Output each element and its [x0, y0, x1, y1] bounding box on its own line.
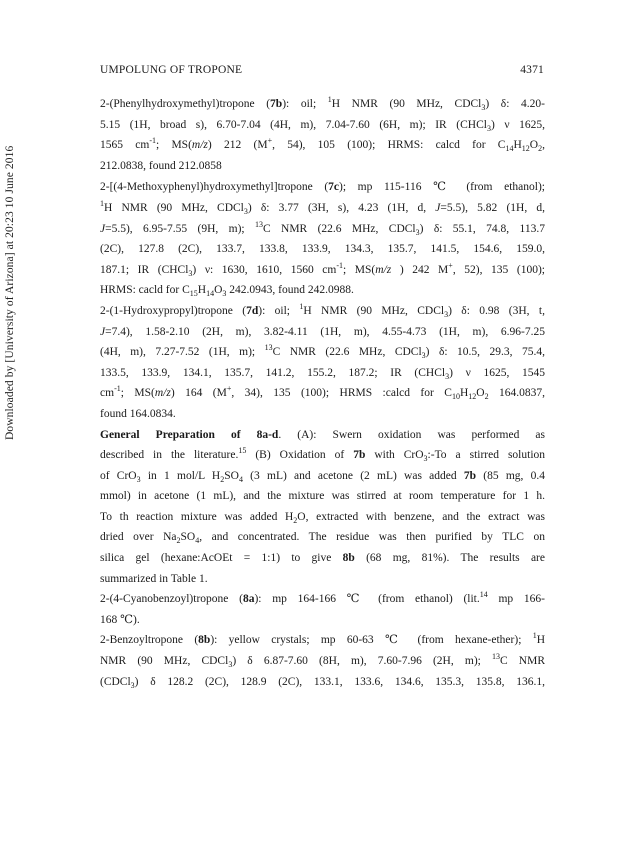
article-body: [100, 94, 545, 692]
page-number: 4371: [520, 64, 544, 76]
compound-7b-data: 2-(Phenylhydroxymethyl)tropone (7b): oil; $^1$H NMR (90 MHz, CDCl$_3$) δ: 4.20- 5.15 (1H, broad s), 6.70-7.04 (4H, m), 7.04-7.60 (6H, m); IR (CHCl$_3$) ν 1625, 1565 $cm^{-1}$; MS(m/z) 212 (M+, 54), 105 (100); HRMS: calcd for $C_{14}H_{12}O_2$, 212.0838, found 212.0858: [100, 95, 545, 172]
compound-8a-data: 2-(4-Cyanobenzoyl)tropone (8a): mp 164-166 ℃ (from ethanol) (lit.$^{14}$ mp 166- 168 ℃).: [100, 590, 545, 626]
running-header: [100, 64, 544, 76]
download-watermark: Downloaded by [University of Arizona] at 20:23 10 June 2016: [4, 145, 16, 440]
compound-7c-data: 2-[(4-Methoxyphenyl)hydroxymethyl]tropone (7c); mp 115-116 ℃ (from ethanol); $^1$H NMR (90 MHz, CDCl$_3$) δ: 3.77 (3H, s), 4.23 (1H, d, J=5.5), 5.82 (1H, d, J=5.5), 6.95-7.55 (9H, m); $^{13}$C NMR (22.6 MHz, CDCl$_3$) δ: 55.1, 74.8, 113.7 (2C), 127.8 (2C), 133.7, 133.8, 133.9, 134.3, 135.7, 141.5, 154.6, 159.0, 187.1; IR (CHCl$_3$) ν: 1630, 1610, 1560 $cm^{-1}$; MS(m/z ) 242 M+, 52), 135 (100); HRMS: cacld for $C_{15}H_{14}O_3$ 242.0943, found 242.0988.: [100, 181, 545, 299]
compound-8b-data: 2-Benzoyltropone (8b): yellow crystals; mp 60-63 ℃ (from hexane-ether); $^1$H NMR (90 MHz, CDCl$_3$) δ 6.87-7.60 (8H, m), 7.60-7.96 (2H, m); $^{13}$C NMR (CDCl$_3$) δ 128.2 (2C), 128.9 (2C), 133.1, 133.6, 134.6, 135.3, 135.8, 136.1,: [100, 631, 545, 690]
running-title: UMPOLUNG OF TROPONE: [100, 64, 243, 76]
general-preparation-8a-d: General Preparation of 8a-d. (A): Swern oxidation was performed as described in the literature.$^{15}$ (B) Oxidation of 7b with CrO$_3$:-To a stirred solution of CrO$_3$ in 1 mol/L $H_2SO_4$ (3 mL) and acetone (2 mL) was added 7b (85 mg, 0.4 mmol) in acetone (1 mL), and the mixture was stirred at room temperature for 1 h. To th reaction mixture was added $H_2O$, extracted with benzene, and the extract was dried over $Na_2SO_4$, and concentrated. The residue was then purified by TLC on silica gel (hexane:AcOEt = 1:1) to give 8b (68 mg, 81%). The results are summarized in Table 1.: [100, 428, 545, 585]
compound-7d-data: 2-(1-Hydroxypropyl)tropone (7d): oil; $^1$H NMR (90 MHz, CDCl$_3$) δ: 0.98 (3H, t, J=7.4), 1.58-2.10 (2H, m), 3.82-4.11 (1H, m), 4.55-4.73 (1H, m), 6.96-7.25 (4H, m), 7.27-7.52 (1H, m); $^{13}$C NMR (22.6 MHz, CDCl$_3$) δ: 10.5, 29.3, 75.4, 133.5, 133.9, 134.1, 135.7, 141.2, 155.2, 187.2; IR (CHCl$_3$) ν 1625, 1545 $cm^{-1}$; MS(m/z) 164 (M+, 34), 135 (100); HRMS :calcd for $C_{10}H_{12}O_2$ 164.0837, found 164.0834.: [100, 301, 545, 420]
